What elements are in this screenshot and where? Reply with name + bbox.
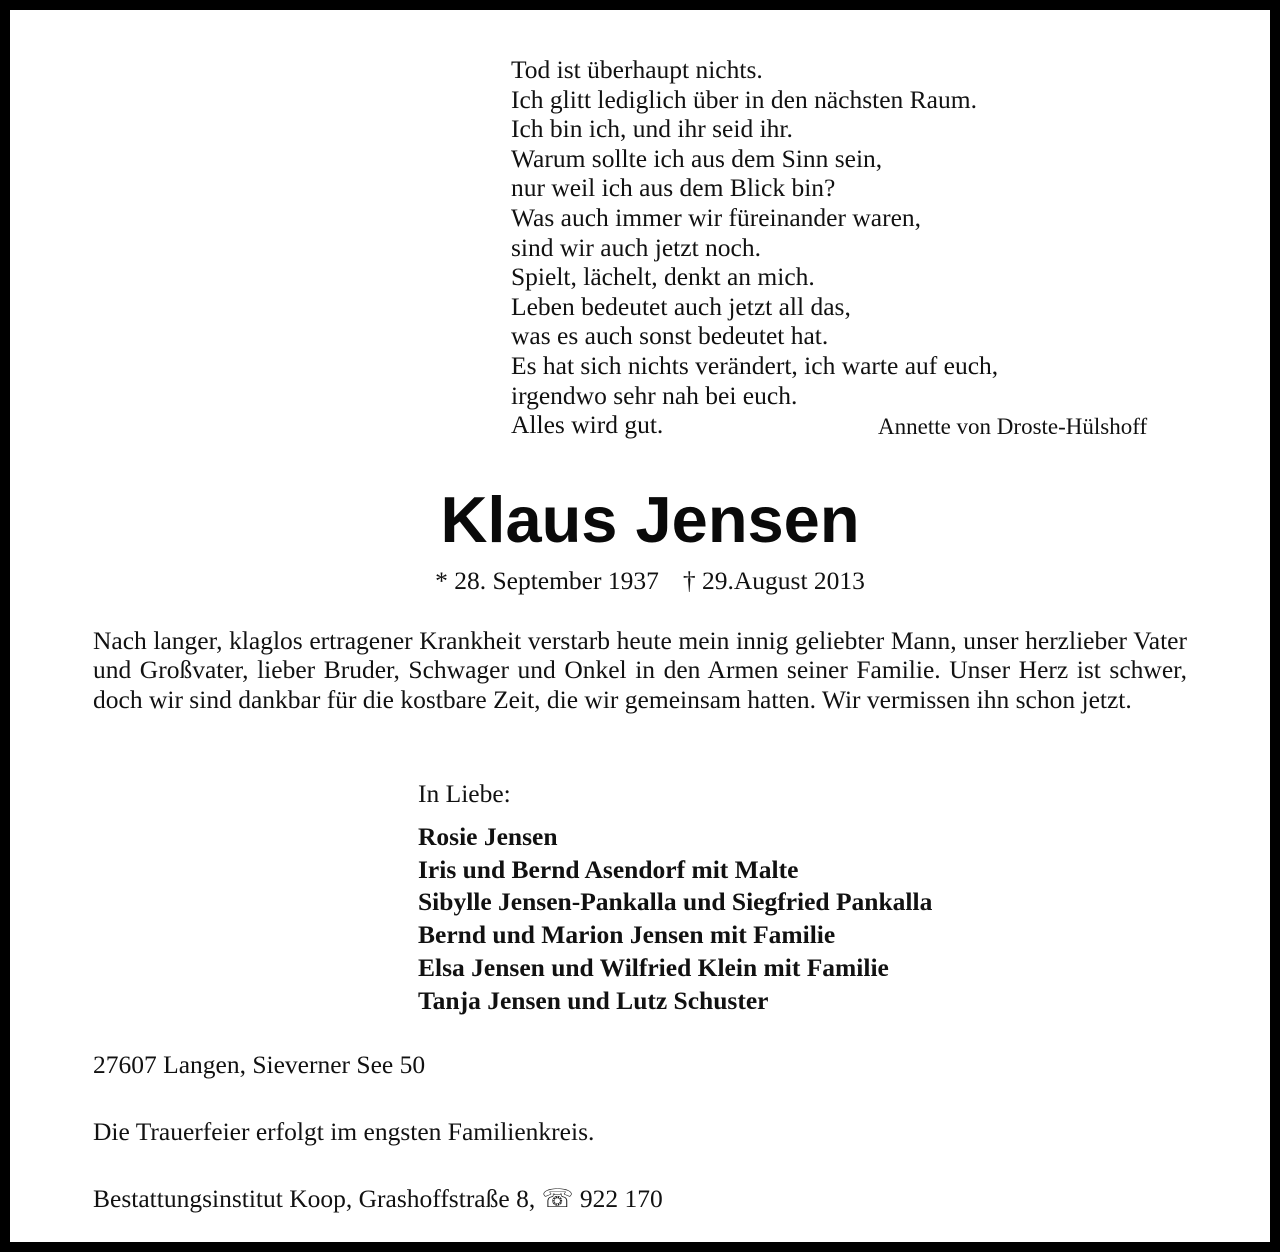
funeral-ceremony-note: Die Trauerfeier erfolgt im engsten Familienkreis. [93,1117,595,1146]
poem-line: Ich bin ich, und ihr seid ihr. [511,114,793,144]
in-love-label: In Liebe: [418,779,511,808]
mourner-name: Bernd und Marion Jensen mit Familie [418,920,836,950]
family-address: 27607 Langen, Sieverner See 50 [93,1050,426,1079]
mourners-list [418,821,932,1017]
poem-line: Es hat sich nichts verändert, ich warte auf euch, [511,350,999,380]
poem-line: Tod ist überhaupt nichts. [511,55,763,84]
poem-line: Was auch immer wir füreinander waren, [511,202,922,232]
poem-line: irgendwo sehr nah bei euch. [511,380,798,410]
mourner-name: Tanja Jensen und Lutz Schuster [418,985,769,1015]
poem-last-line-row [511,410,1211,440]
mourner-name: Sibylle Jensen-Pankalla und Siegfried Pankalla [418,887,933,917]
poem-line: sind wir auch jetzt noch. [511,232,761,262]
birth-date: * 28. September 1937 [435,566,659,595]
poem-line: Ich glitt lediglich über in den nächsten Raum. [511,84,977,114]
undertaker-contact: Bestattungsinstitut Koop, Grashoffstraße 8, ☏ 922 170 [93,1184,663,1213]
obituary-message: Nach langer, klaglos ertragener Krankheit verstarb heute mein innig geliebter Mann, unser herzlieber Vater und Großvater, lieber Bruder, Schwager und Onkel in den Armen seiner Familie. Unser Herz ist schwer, doch wir sind dankbar für die kostbare Zeit, die wir gemeinsam hatten. Wir vermissen ihn schon jetzt. [93,626,1187,714]
poem-last-line: Alles wird gut. [511,410,664,440]
mourner-name: Rosie Jensen [418,822,558,851]
poem [511,55,1211,440]
mourner-name: Elsa Jensen und Wilfried Klein mit Familie [418,952,889,982]
poem-line: Warum sollte ich aus dem Sinn sein, [511,143,883,173]
poem-line: Spielt, lächelt, denkt an mich. [511,262,815,292]
poem-line: Leben bedeutet auch jetzt all das, [511,291,851,321]
poem-author: Annette von Droste-Hülshoff [878,414,1148,440]
life-dates [10,565,1280,597]
mourner-name: Iris und Bernd Asendorf mit Malte [418,854,799,884]
deceased-name: Klaus Jensen [440,483,860,556]
death-date: † 29.August 2013 [682,566,865,595]
poem-line: was es auch sonst bedeutet hat. [511,321,829,351]
poem-line: nur weil ich aus dem Blick bin? [511,173,836,203]
